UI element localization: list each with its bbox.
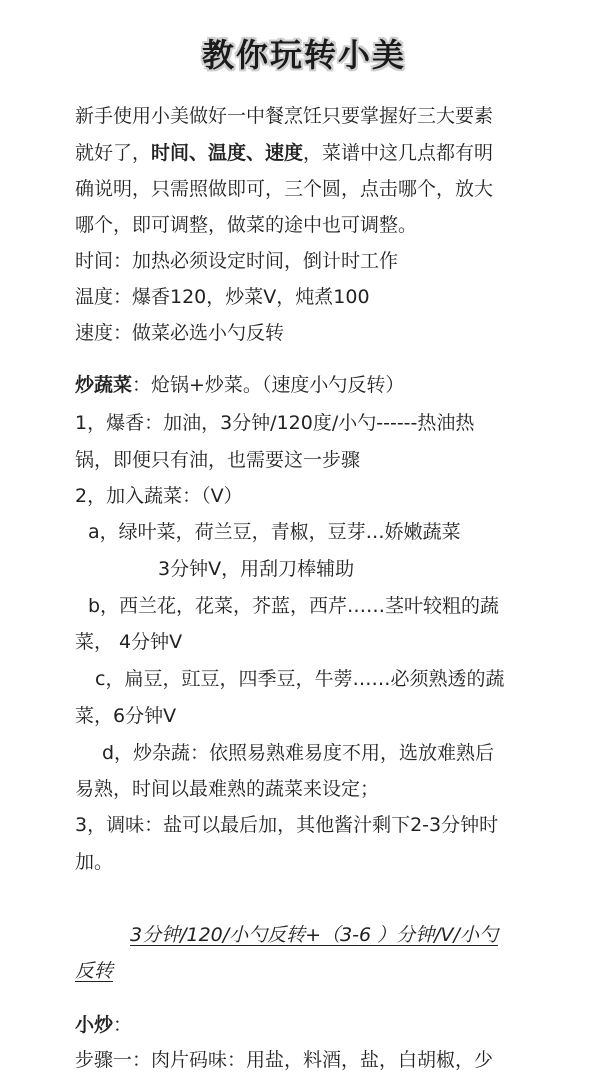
stirfry-veg-subtitle: ：炝锅+炒菜。（速度小勺反转）	[132, 374, 405, 396]
small-fry-title: 小炒	[75, 1014, 114, 1036]
item-b-line-1: b，西兰花，花菜，芥蓝，西芹……茎叶较粗的蔬	[88, 595, 500, 617]
step-3-line-2: 加。	[75, 851, 114, 873]
stirfry-veg-heading	[75, 372, 585, 398]
item-c-line-1: c，扁豆，豇豆，四季豆，牛蒡……必须熟透的蔬	[95, 668, 505, 690]
small-fry-step-1: 步骤一：肉片码味：用盐，料酒，盐，白胡椒，少	[75, 1049, 494, 1071]
key-factors: 时间、温度、速度	[151, 142, 304, 164]
item-d-line-2: 易熟，时间以最难熟的蔬菜来设定；	[75, 778, 380, 800]
intro-line-1: 新手使用小美做好一中餐烹饪只要掌握好三大要素	[75, 105, 494, 127]
step-1-line-1: 1，爆香：加油，3分钟/120度/小勺------热油热	[75, 412, 475, 434]
intro-line-2-end: ，菜谱中这几点都有明	[303, 142, 494, 164]
intro-line-4: 哪个，即可调整，做菜的途中也可调整。	[75, 214, 418, 236]
summary-formula-line-2: 反转	[75, 960, 114, 982]
time-setting: 时间：加热必须设定时间，倒计时工作	[75, 250, 399, 272]
intro-line-2	[75, 140, 585, 166]
speed-setting: 速度：做菜必选小勺反转	[75, 322, 285, 344]
step-3-line-1: 3，调味：盐可以最后加，其他酱汁剩下2-3分钟时	[75, 814, 499, 836]
item-c-line-2: 菜，6分钟V	[75, 705, 177, 727]
intro-line-2-start: 就好了，	[75, 142, 152, 164]
stirfry-veg-title: 炒蔬菜	[75, 374, 133, 396]
temperature-setting: 温度：爆香120，炒菜V，炖煮100	[75, 286, 370, 308]
page-title: 教你玩转小美	[201, 36, 406, 74]
item-a-line-1: a，绿叶菜，荷兰豆，青椒，豆芽…娇嫩蔬菜	[88, 521, 461, 543]
summary-formula-line-1: 3分钟/120/小勺反转+（3-6 ）分钟/V/小勺	[130, 924, 498, 946]
small-fry-colon: ：	[113, 1014, 133, 1036]
small-fry-heading	[75, 1012, 585, 1038]
item-b-line-2: 菜， 4分钟V	[75, 631, 183, 653]
intro-line-3: 确说明，只需照做即可，三个圆，点击哪个，放大	[75, 178, 494, 200]
item-d-line-1: d，炒杂蔬：依照易熟难易度不用，选放难熟后	[102, 742, 495, 764]
step-1-line-2: 锅，即便只有油，也需要这一步骤	[75, 449, 361, 471]
item-a-line-2: 3分钟V，用刮刀棒辅助	[158, 558, 355, 580]
step-2: 2，加入蔬菜：（V）	[75, 485, 243, 507]
